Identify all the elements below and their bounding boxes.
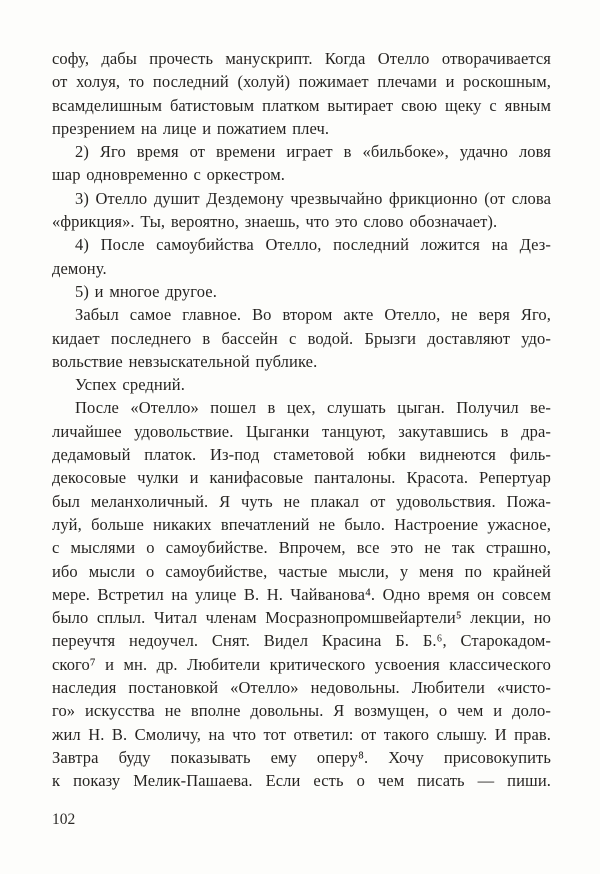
text-line: 4) После самоубийства Отелло, последний ложится на Дез- — [75, 235, 551, 255]
text-line: с мыслями о самоубийстве. Впрочем, все это не так страшно, — [52, 538, 551, 558]
text-line: демону. — [52, 258, 107, 278]
text-line: жил Н. В. Смоличу, на что тот ответил: от такого слышу. И прав. — [52, 724, 551, 744]
text-line: к показу Мелик-Пашаева. Если есть о чем писать — пиши. — [52, 771, 551, 791]
text-line: вольствие невзыскательной публике. — [52, 351, 318, 371]
text-line: кидает последнего в бассейн с водой. Брызги доставляют удо- — [52, 328, 551, 348]
text-line: «фрикция». Ты, вероятно, знаешь, что это слово обозначает). — [52, 212, 498, 232]
text-line: Забыл самое главное. Во втором акте Отелло, не веря Яго, — [75, 305, 551, 325]
text-line: всамделишным батистовым платком вытирает свою щеку с явным — [52, 95, 551, 115]
text-line: от холуя, то последний (холуй) пожимает плечами и роскошным, — [52, 72, 551, 92]
text-line: мере. Встретил на улице В. Н. Чайванова⁴. Одно время он совсем — [52, 584, 551, 604]
text-line: го» искусства не вполне довольны. Я возмущен, о чем и доло- — [52, 701, 551, 721]
text-line: шар одновременно с оркестром. — [52, 165, 285, 185]
text-line: наследия постановкой «Отелло» недовольны. Любители «чисто- — [52, 678, 551, 698]
text-line: 3) Отелло душит Дездемону чрезвычайно фрикционно (от слова — [75, 188, 551, 208]
text-line: ского⁷ и мн. др. Любители критического усвоения классического — [52, 654, 551, 674]
page-number: 102 — [52, 811, 76, 828]
text-line: софу, дабы прочесть манускрипт. Когда Отелло отворачивается — [52, 49, 551, 68]
text-line: Завтра буду показывать ему оперу⁸. Хочу присовокупить — [52, 747, 551, 767]
text-line: дедамовый платок. Из-под стаметовой юбки виднеются филь- — [52, 445, 551, 465]
text-line: 2) Яго время от времени играет в «бильбоке», удачно ловя — [75, 142, 551, 162]
text-line: луй, больше никаких впечатлений не было. Настроение ужасное, — [52, 514, 551, 534]
text-line: декосовые чулки и канифасовые панталоны. Красота. Репертуар — [52, 468, 551, 488]
text-line: После «Отелло» пошел в цех, слушать цыган. Получил ве- — [75, 398, 551, 418]
text-line: Успех средний. — [75, 375, 185, 395]
text-line: 5) и многое другое. — [75, 281, 217, 301]
text-line: презрением на лице и пожатием плеч. — [52, 118, 330, 138]
text-line: личайшее удовольствие. Цыганки танцуют, закутавшись в дра- — [52, 421, 551, 441]
text-line: было сплыл. Читал членам Мосразнопромшвейартели⁵ лекции, но — [52, 608, 551, 628]
page-text — [52, 47, 551, 793]
text-line: переучтя недоучел. Снят. Видел Красина Б. Б.⁶, Старокадом- — [52, 631, 551, 651]
text-line: был меланхоличный. Я чуть не плакал от удовольствия. Пожа- — [52, 491, 551, 511]
text-line: ибо мысли о самоубийстве, частые мысли, у меня по крайней — [52, 561, 551, 581]
